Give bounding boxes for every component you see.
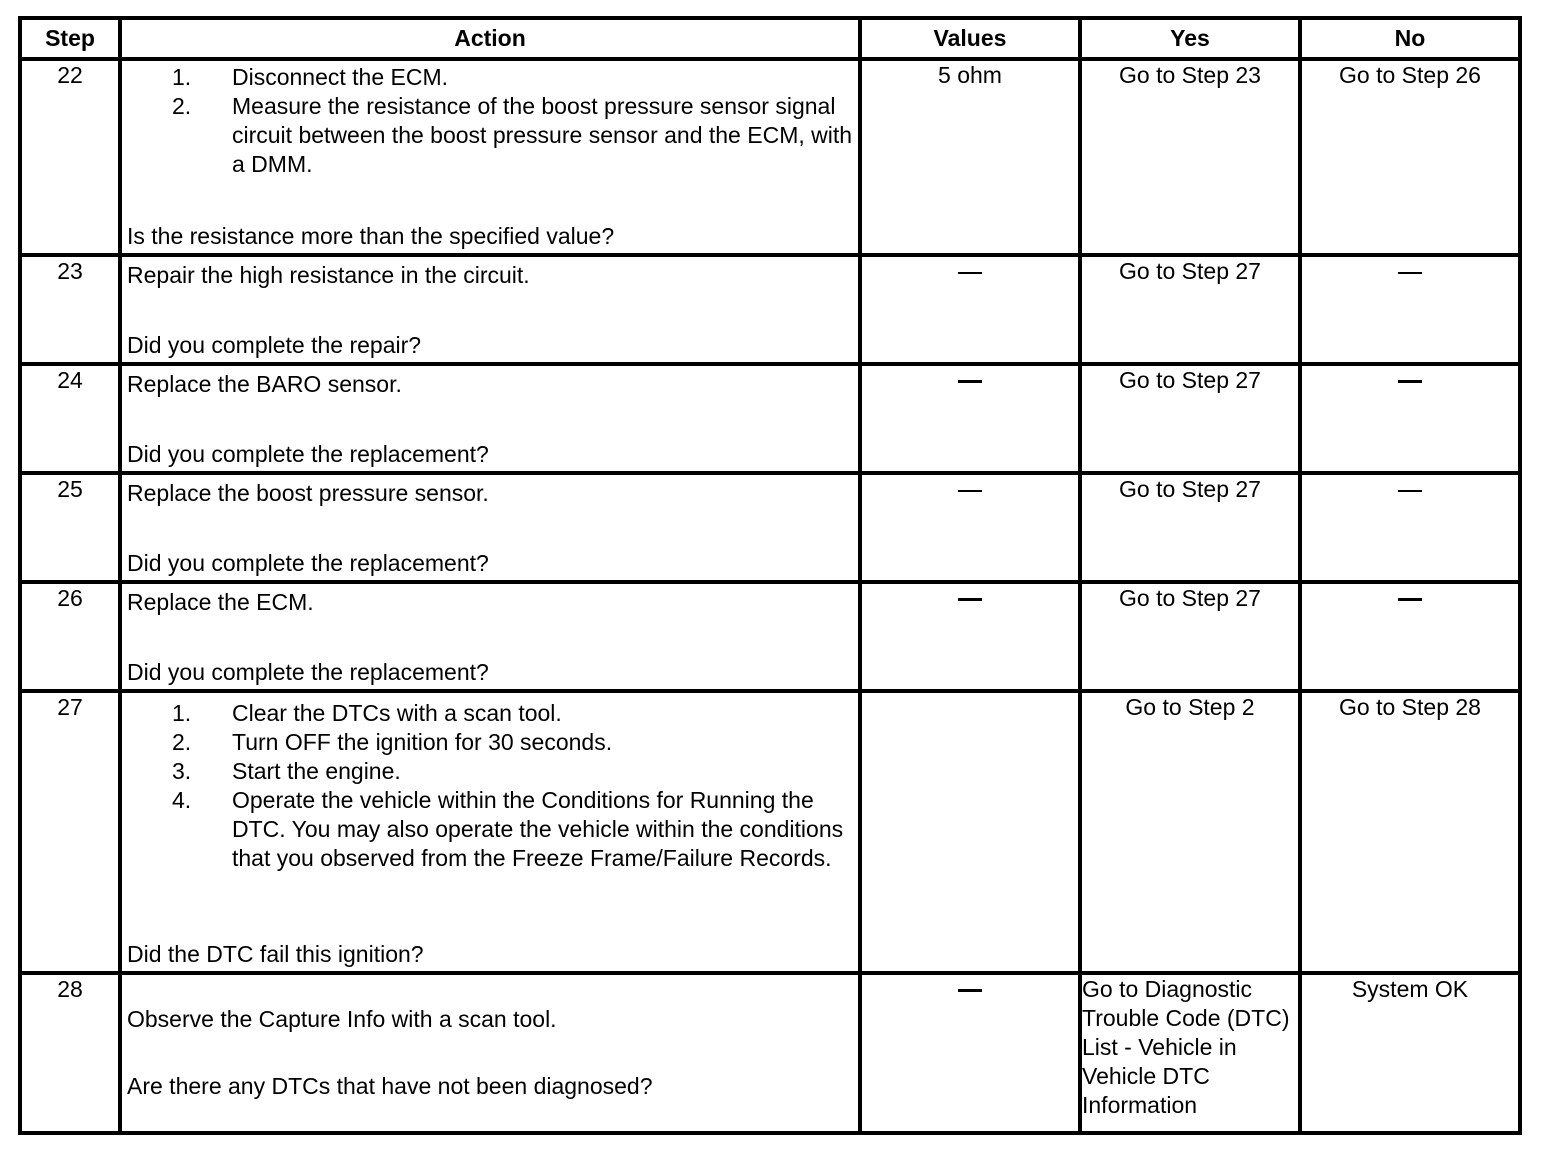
action-question: Is the resistance more than the specified value? <box>127 223 615 249</box>
diagnostic-table <box>18 16 1522 1135</box>
value-dash <box>958 272 982 274</box>
action-step: 2. Turn OFF the ignition for 30 seconds. <box>172 729 613 755</box>
action-question: Are there any DTCs that have not been diagnosed? <box>127 1073 653 1099</box>
no-dash <box>1398 598 1422 601</box>
action-question: Did you complete the replacement? <box>127 550 489 576</box>
no-dash <box>1398 490 1422 492</box>
value-cell <box>860 582 1080 691</box>
action-question: Did the DTC fail this ignition? <box>127 941 424 967</box>
yes-cell: Go to Diagnostic Trouble Code (DTC) List - Vehicle in Vehicle DTC Information <box>1080 973 1300 1133</box>
no-cell: Go to Step 28 <box>1300 691 1520 973</box>
step-number: 25 <box>20 473 120 582</box>
action-cell <box>120 364 860 473</box>
value-cell <box>860 255 1080 364</box>
action-step: 1. Clear the DTCs with a scan tool. <box>172 700 562 726</box>
action-cell <box>120 473 860 582</box>
action-instruction: Replace the ECM. <box>127 589 314 615</box>
action-cell <box>120 973 860 1133</box>
header-action: Action <box>120 18 860 59</box>
action-instruction: Observe the Capture Info with a scan tool. <box>127 1006 557 1032</box>
table-row-step-27 <box>20 691 1520 973</box>
action-cell <box>120 59 860 255</box>
step-number: 28 <box>20 973 120 1133</box>
value-dash <box>958 490 982 492</box>
table-row-step-28 <box>20 973 1520 1133</box>
action-cell <box>120 582 860 691</box>
header-row <box>20 18 1520 59</box>
step-number: 27 <box>20 691 120 973</box>
header-values: Values <box>860 18 1080 59</box>
header-no: No <box>1300 18 1520 59</box>
action-instruction: Replace the BARO sensor. <box>127 371 402 397</box>
value-dash <box>958 380 982 383</box>
table-row-step-23 <box>20 255 1520 364</box>
action-question: Did you complete the replacement? <box>127 659 489 685</box>
table-row-step-26 <box>20 582 1520 691</box>
step-number: 24 <box>20 364 120 473</box>
action-step: 1. Disconnect the ECM. <box>172 64 449 90</box>
yes-cell: Go to Step 27 <box>1080 255 1300 364</box>
value-dash <box>958 989 982 992</box>
action-cell <box>120 255 860 364</box>
no-cell <box>1300 364 1520 473</box>
no-cell <box>1300 255 1520 364</box>
no-cell: System OK <box>1300 973 1520 1133</box>
action-instruction: Repair the high resistance in the circuit. <box>127 262 530 288</box>
yes-cell: Go to Step 27 <box>1080 364 1300 473</box>
table-row-step-25 <box>20 473 1520 582</box>
no-cell <box>1300 473 1520 582</box>
value-dash <box>958 598 982 601</box>
table-row-step-24 <box>20 364 1520 473</box>
no-dash <box>1398 380 1422 383</box>
step-number: 22 <box>20 59 120 255</box>
action-cell <box>120 691 860 973</box>
value-cell <box>860 473 1080 582</box>
yes-cell: Go to Step 27 <box>1080 582 1300 691</box>
action-step: 4. Operate the vehicle within the Conditions for Running the DTC. You may also operate the vehicle within the conditions that you observed from the Freeze Frame/Failure Records. <box>172 787 844 871</box>
value-cell <box>860 691 1080 973</box>
yes-cell: Go to Step 2 <box>1080 691 1300 973</box>
action-step: 2. Measure the resistance of the boost pressure sensor signal circuit between the boost pressure sensor and the ECM, with a DMM. <box>172 93 853 177</box>
value-cell <box>860 973 1080 1133</box>
yes-cell: Go to Step 27 <box>1080 473 1300 582</box>
action-step: 3. Start the engine. <box>172 758 401 784</box>
value-cell: 5 ohm <box>860 59 1080 255</box>
action-question: Did you complete the replacement? <box>127 441 489 467</box>
action-instruction: Replace the boost pressure sensor. <box>127 480 489 506</box>
action-question: Did you complete the repair? <box>127 332 422 358</box>
step-number: 26 <box>20 582 120 691</box>
yes-cell: Go to Step 23 <box>1080 59 1300 255</box>
no-cell <box>1300 582 1520 691</box>
table-row-step-22 <box>20 59 1520 255</box>
header-step: Step <box>20 18 120 59</box>
action-step-list <box>122 693 858 873</box>
action-step-list <box>122 61 858 179</box>
no-cell: Go to Step 26 <box>1300 59 1520 255</box>
no-dash <box>1398 272 1422 274</box>
step-number: 23 <box>20 255 120 364</box>
header-yes: Yes <box>1080 18 1300 59</box>
value-cell <box>860 364 1080 473</box>
